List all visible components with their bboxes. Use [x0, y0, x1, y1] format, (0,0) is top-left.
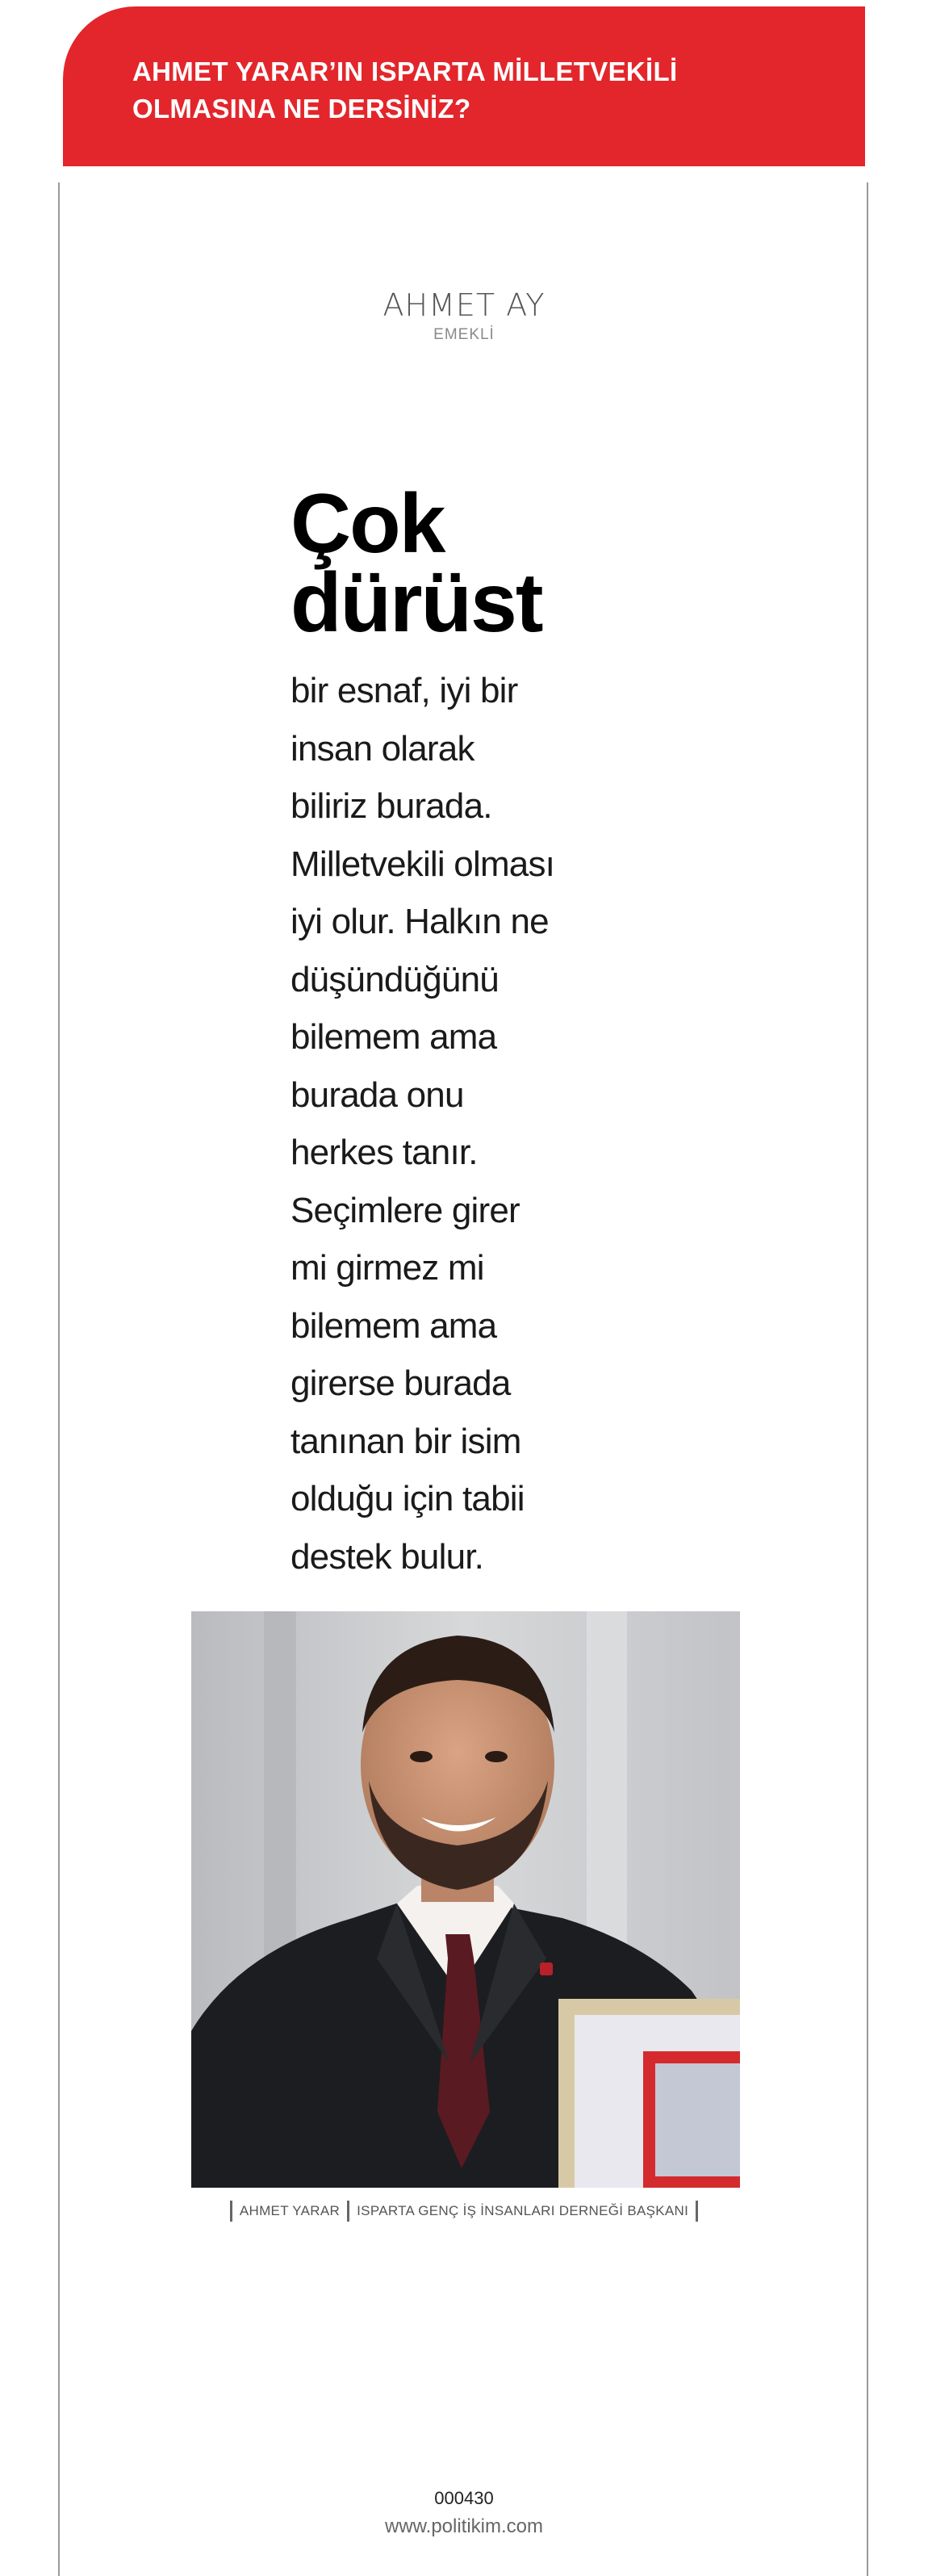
question-banner	[63, 6, 865, 166]
body-line: Milletvekili olması	[291, 844, 555, 884]
body-line: bilemem ama	[291, 1017, 497, 1057]
body-line: tanınan bir isim	[291, 1421, 521, 1461]
caption-divider	[696, 2201, 698, 2222]
body-line: bir esnaf, iyi bir	[291, 671, 518, 710]
body-line: destek bulur.	[291, 1536, 484, 1577]
headline-line: Çok	[291, 477, 445, 571]
caption-title: ISPARTA GENÇ İŞ İNSANLARI DERNEĞİ BAŞKANI	[357, 2203, 689, 2218]
photo-caption	[0, 2201, 928, 2222]
portrait-illustration	[191, 1611, 740, 2188]
author-role: EMEKLİ	[433, 326, 495, 343]
body-line: burada onu	[291, 1074, 464, 1115]
body-line: Seçimlere girer	[291, 1190, 520, 1230]
body-line: herkes tanır.	[291, 1133, 478, 1172]
body-line: girerse burada	[291, 1363, 511, 1403]
site-link[interactable]: www.politikim.com	[384, 2515, 544, 2537]
caption-divider	[230, 2201, 232, 2222]
caption-name: AHMET YARAR	[239, 2203, 341, 2218]
headline	[291, 477, 542, 650]
article-body	[291, 662, 581, 1585]
author-name: AHMET AY	[382, 287, 546, 323]
headline-line: dürüst	[291, 556, 542, 650]
body-line: iyi olur. Halkın ne	[291, 902, 549, 941]
body-line: olduğu için tabii	[291, 1479, 525, 1518]
body-line: mi girmez mi	[291, 1248, 484, 1288]
body-line: insan olarak	[291, 728, 474, 769]
body-line: bilemem ama	[291, 1305, 497, 1346]
body-line: biliriz burada.	[291, 786, 492, 826]
page-footer	[0, 2488, 928, 2538]
caption-divider	[347, 2201, 349, 2222]
portrait-photo	[191, 1611, 740, 2188]
author-block	[0, 287, 928, 344]
page-number: 000430	[434, 2488, 494, 2508]
question-title: AHMET YARAR’IN ISPARTA MİLLETVEKİLİ OLMASINA NE DERSİNİZ?	[132, 57, 678, 124]
body-line: düşündüğünü	[291, 959, 499, 999]
